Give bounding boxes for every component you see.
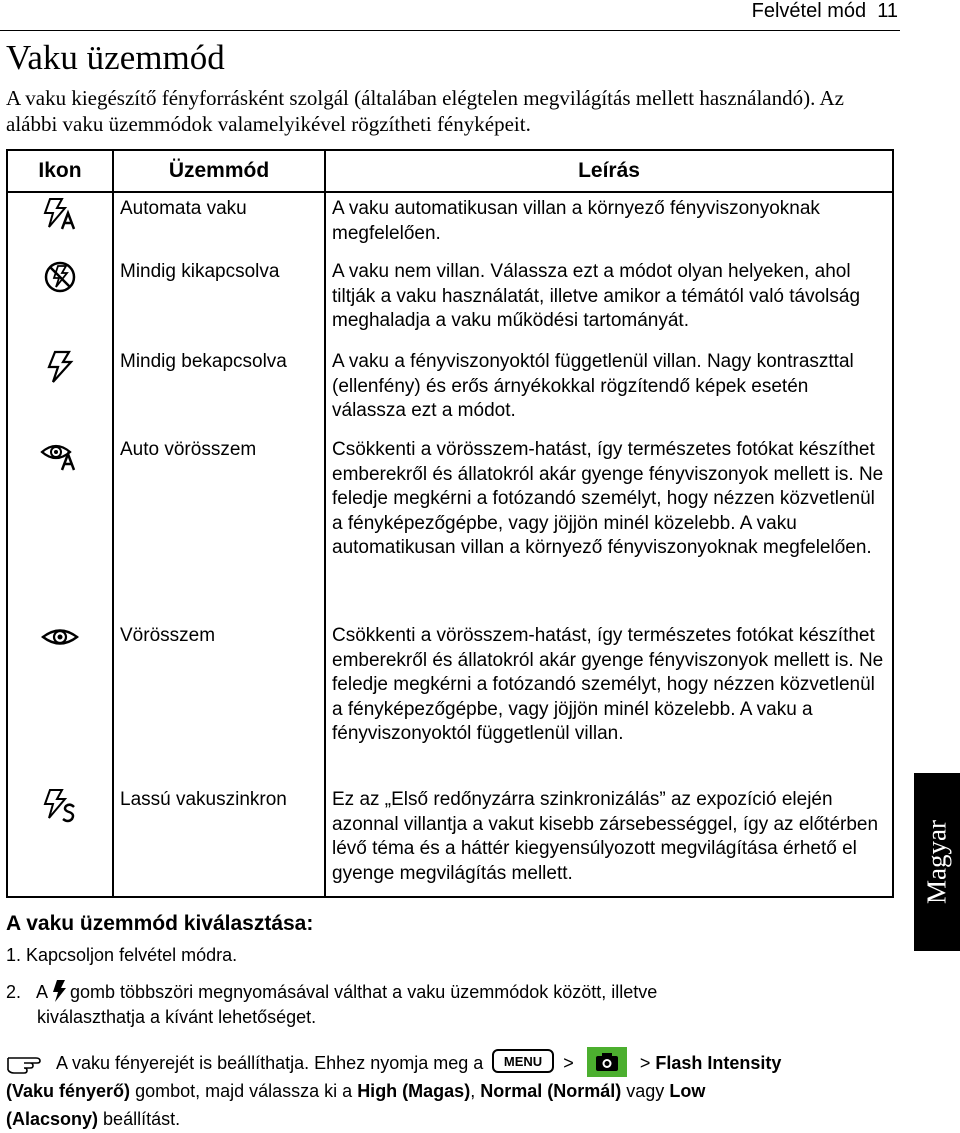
section-name: Felvétel mód: [751, 0, 867, 22]
intro-paragraph: A vaku kiegészítő fényforrásként szolgál (általában elégtelen megvilágítás mellett használandó). Az alábbi vaku üzemmódok valamelyikével rögzítheti fényképeit.: [6, 86, 844, 136]
icon-cell: [7, 784, 113, 897]
mode-description: Csökkenti a vörösszem-hatást, így természetes fotókat készíthet emberekről és állatokról akár gyenge fényviszonyok mellett is. Ne feledje megkérni a fotózandó személyt, hogy nézzen közvetlenül a fényképezőgépbe, vagy jöjjön minél közelebb. A vaku automatikusan villan a környező fényviszonyoknak megfelelően.: [325, 434, 893, 620]
flash-auto-icon: [40, 197, 80, 231]
table-header-row: [7, 150, 893, 192]
icon-cell: [7, 434, 113, 620]
menu-key-label: MENU: [504, 1054, 543, 1069]
option-high: High (Magas): [357, 1081, 471, 1101]
table-row: [7, 192, 893, 256]
mode-description: A vaku a fényviszonyoktól függetlenül villan. Nagy kontraszttal (ellenfény) és erős árnyékokkal rögzítendő képek esetén válassza ezt a módot.: [325, 346, 893, 434]
note-text-1: A vaku fényerejét is beállíthatja. Ehhez nyomja meg a: [56, 1053, 484, 1073]
language-label: Magyar: [921, 820, 952, 904]
step-2-pre: A: [36, 982, 49, 1002]
mode-name: Lassú vakuszinkron: [113, 784, 325, 897]
note-separator-2: >: [639, 1053, 651, 1073]
mode-description: Csökkenti a vörösszem-hatást, így természetes fotókat készíthet emberekről és állatokról akár gyenge fényviszonyok mellett is. Ne feledje megkérni a fotózandó személyt, hogy nézzen közvetlenül a fényképezőgépbe, vagy jöjjön minél közelebb. A vaku a fényviszonyoktól függetlenül villan.: [325, 620, 893, 784]
step-2-number: 2.: [6, 982, 22, 1002]
flash-off-icon: [43, 260, 77, 294]
pointing-hand-icon: [6, 1052, 50, 1074]
table-row: [7, 346, 893, 434]
step-2: [6, 980, 806, 1030]
table-row: [7, 784, 893, 897]
note-text-2: gombot, majd válassza ki a: [135, 1081, 353, 1101]
icon-cell: [7, 192, 113, 256]
note-comma: ,: [470, 1081, 476, 1101]
slow-sync-icon: [40, 788, 80, 824]
note-vagy: vagy: [626, 1081, 665, 1101]
flash-button-icon: [52, 980, 66, 1002]
table-row: [7, 620, 893, 784]
mode-name: Auto vörösszem: [113, 434, 325, 620]
option-low-hu: (Alacsony): [6, 1109, 99, 1129]
step-2-continuation: kiválaszthatja a kívánt lehetőséget.: [37, 1007, 317, 1027]
mode-description: A vaku automatikusan villan a környező fényviszonyoknak megfelelően.: [325, 192, 893, 256]
option-low: Low: [669, 1081, 706, 1101]
language-side-tab: [914, 773, 960, 951]
column-header-description: Leírás: [325, 150, 893, 192]
red-eye-auto-icon: [40, 438, 80, 472]
header-rule: [0, 30, 900, 31]
selection-heading: A vaku üzemmód kiválasztása:: [6, 912, 314, 935]
option-normal: Normal (Normál): [480, 1081, 622, 1101]
column-header-icon: Ikon: [7, 150, 113, 192]
note-text-3: beállítást.: [103, 1109, 181, 1129]
table-row: [7, 256, 893, 346]
column-header-mode: Üzemmód: [113, 150, 325, 192]
table-row: [7, 434, 893, 620]
page-title: Vaku üzemmód: [6, 38, 225, 77]
icon-cell: [7, 346, 113, 434]
flash-mode-table: [6, 149, 894, 898]
mode-description: Ez az „Első redőnyzárra szinkronizálás” az expozíció elején azonnal villantja a vakut kisebb zársebességgel, így az előtérben lévő téma és a háttér kiegyensúlyozott megvilágítása érhető el gyenge megvilágítás mellett.: [325, 784, 893, 897]
mode-name: Vörösszem: [113, 620, 325, 784]
icon-cell: [7, 256, 113, 346]
flash-on-icon: [45, 350, 75, 384]
tip-note: [6, 1047, 906, 1133]
page-number: 11: [877, 0, 898, 22]
page-header: [752, 0, 898, 23]
camera-tab-icon: [587, 1047, 627, 1077]
red-eye-icon: [41, 624, 79, 650]
mode-name: Mindig kikapcsolva: [113, 256, 325, 346]
step-2-post: gomb többszöri megnyomásával válthat a vaku üzemmódok között, illetve: [70, 982, 658, 1002]
note-separator-1: >: [563, 1053, 574, 1073]
mode-name: Automata vaku: [113, 192, 325, 256]
menu-key-icon: [492, 1049, 554, 1073]
vaku-fenyero-label: (Vaku fényerő): [6, 1081, 131, 1101]
step-1: 1. Kapcsoljon felvétel módra.: [6, 945, 238, 965]
icon-cell: [7, 620, 113, 784]
flash-intensity-option: Flash Intensity: [655, 1053, 782, 1073]
mode-description: A vaku nem villan. Válassza ezt a módot olyan helyeken, ahol tiltják a vaku használatát, illetve amikor a témától való távolság meghaladja a vaku működési tartományát.: [325, 256, 893, 346]
mode-name: Mindig bekapcsolva: [113, 346, 325, 434]
